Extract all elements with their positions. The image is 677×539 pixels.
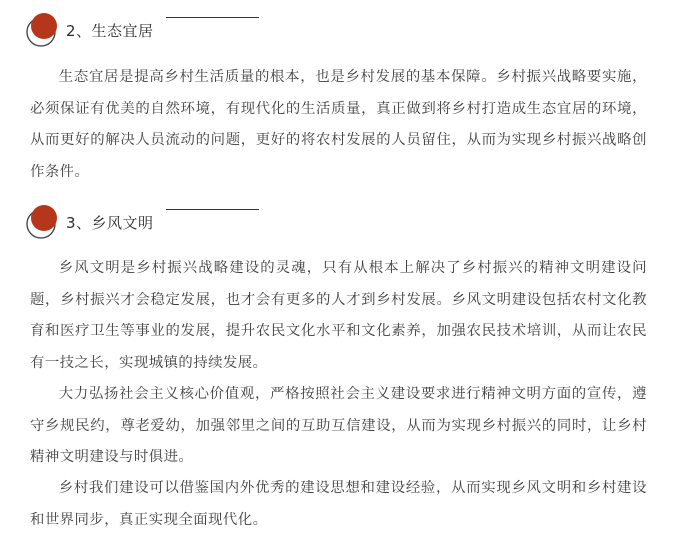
header-rule bbox=[166, 17, 259, 18]
paragraph: 乡村我们建设可以借鉴国内外优秀的建设思想和建设经验，从而实现乡风文明和乡村建设和世界同步，真正实现全面现代化。 bbox=[30, 480, 647, 528]
paragraph: 大力弘扬社会主义核心价值观，严格按照社会主义建设要求进行精神文明方面的宣传，遵守乡规民约，尊老爱幼，加强邻里之间的互助互信建设，从而为实现乡村振兴的同时，让乡村精神文明建设与时俱进。 bbox=[30, 386, 647, 465]
section-header-ecology bbox=[20, 10, 320, 50]
paragraph: 生态宜居是提高乡村生活质量的根本，也是乡村发展的基本保障。乡村振兴战略要实施，必须保证有优美的自然环境，有现代化的生活质量，真正做到将乡村打造成生态宜居的环境，从而更好的解决人员流动的问题，更好的将农村发展的人员留住，从而为实现乡村振兴战略创作条件。 bbox=[30, 69, 647, 180]
red-circle-icon bbox=[24, 202, 64, 242]
section-title: 2、生态宜居 bbox=[66, 22, 154, 40]
red-circle-icon bbox=[24, 10, 64, 50]
section-header-civility bbox=[20, 202, 320, 242]
paragraph: 乡风文明是乡村振兴战略建设的灵魂，只有从根本上解决了乡村振兴的精神文明建设问题，乡村振兴才会稳定发展，也才会有更多的人才到乡村发展。乡风文明建设包括农村文化教育和医疗卫生等事业的发展，提升农民文化水平和文化素养，加强农民技术培训，从而让农民有一技之长，实现城镇的持续发展。 bbox=[30, 260, 647, 371]
section-title: 3、乡风文明 bbox=[66, 214, 154, 232]
header-rule bbox=[166, 209, 259, 210]
